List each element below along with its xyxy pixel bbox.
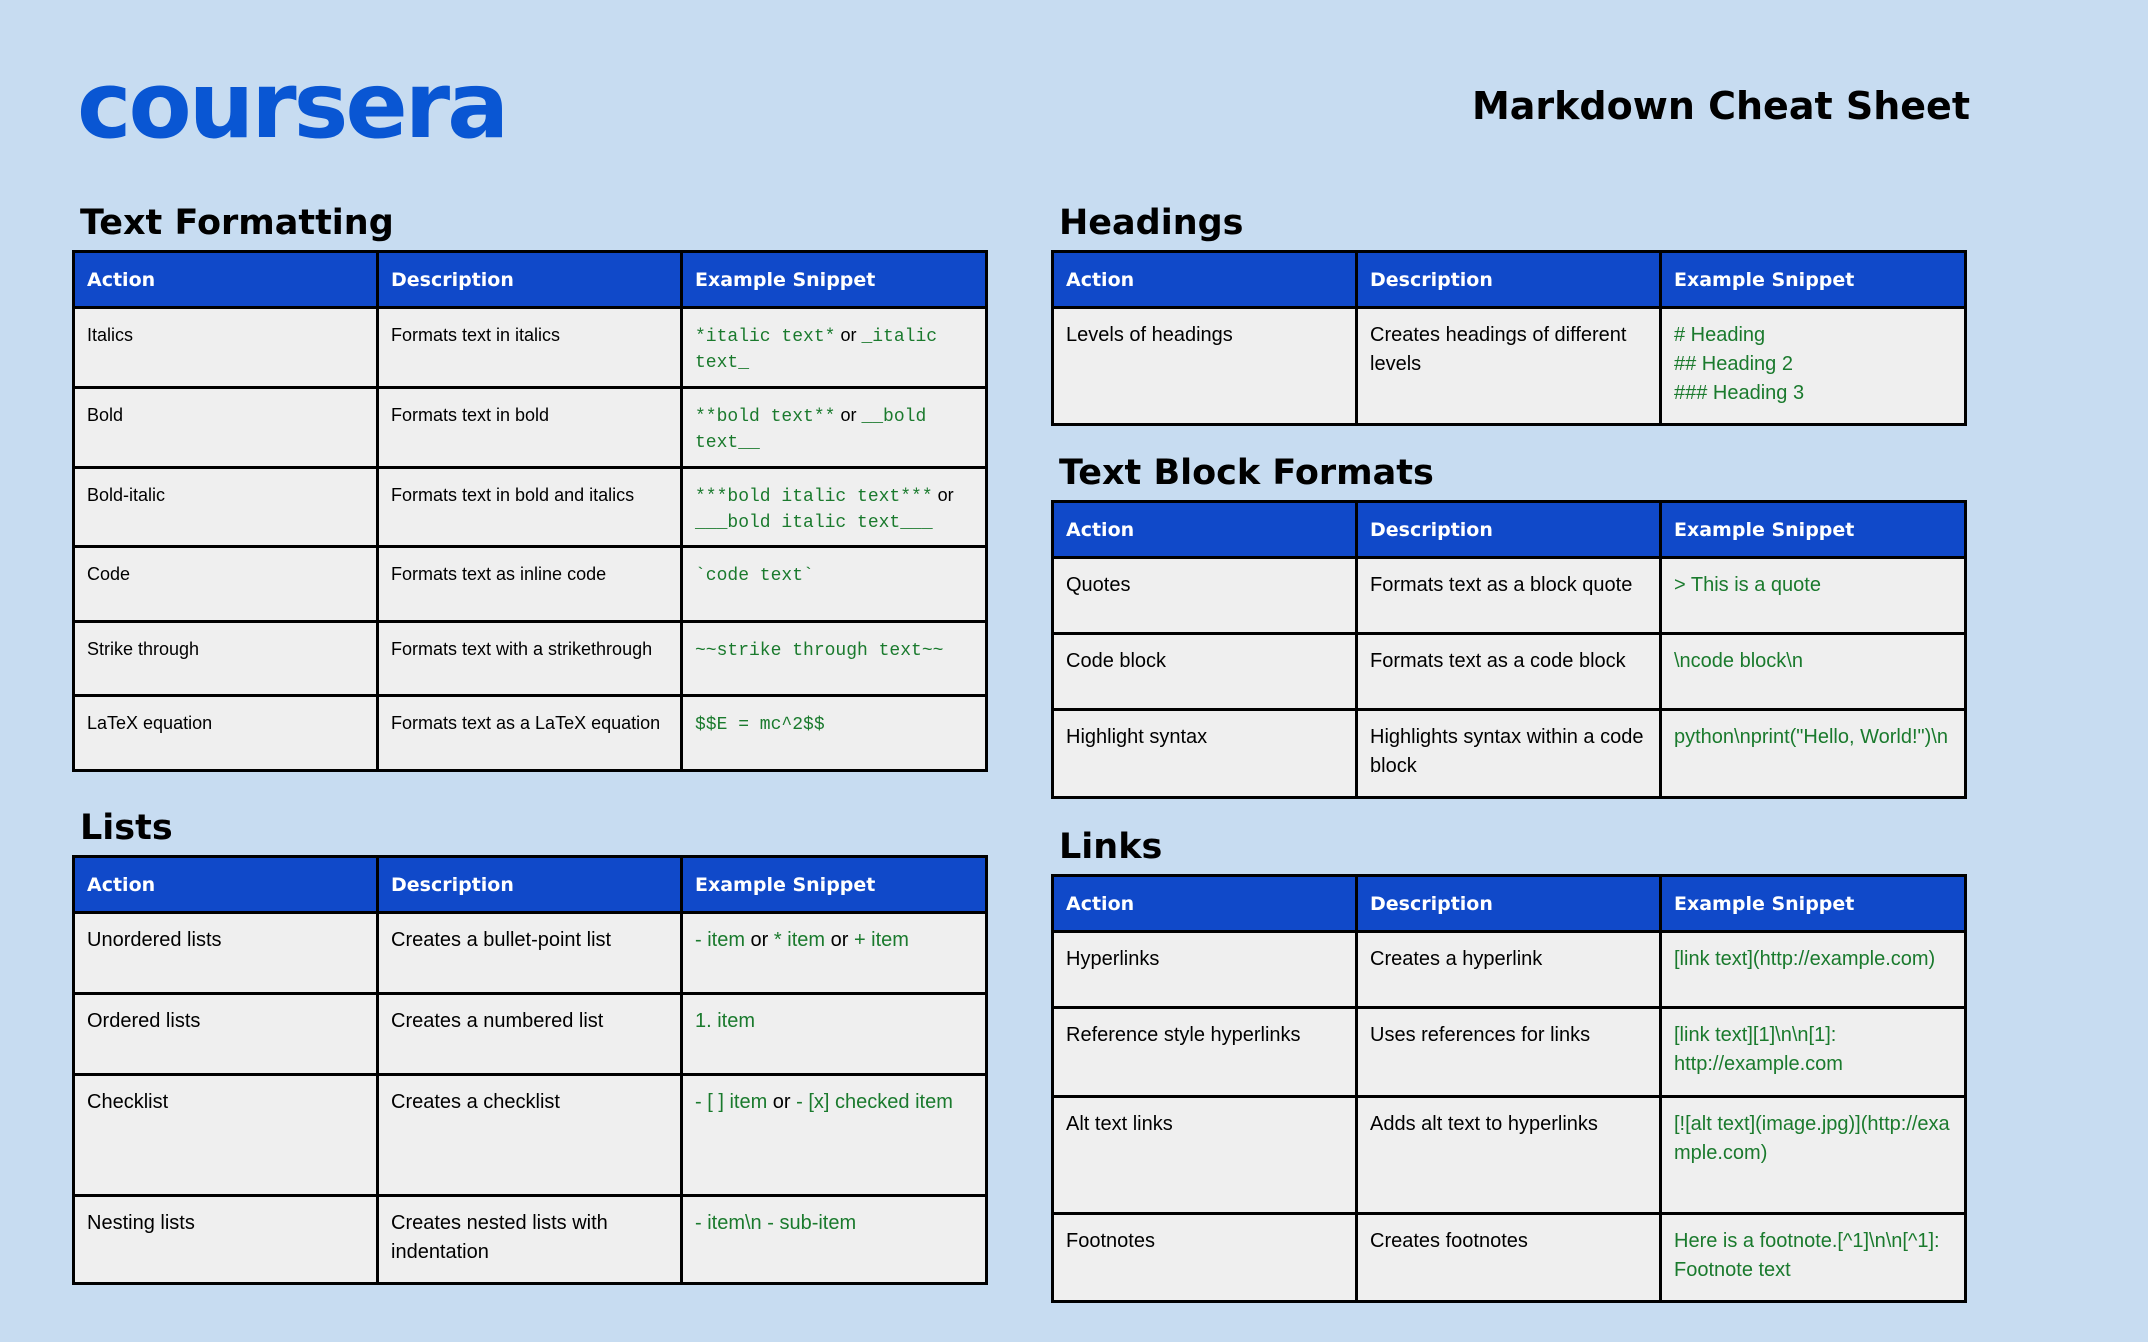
text-block-formats-section (1051, 446, 1964, 799)
snippet-cell (682, 913, 987, 994)
text-formatting-table (72, 250, 988, 772)
table-row (74, 696, 987, 771)
snippet-code: - item (695, 929, 745, 951)
snippet-code: Here is a footnote.[^1]\n\n[^1]: Footnote text (1674, 1230, 1940, 1281)
table-row (74, 308, 987, 388)
description-cell: Creates footnotes (1357, 1214, 1661, 1302)
snippet-code: 1. item (695, 1010, 756, 1032)
snippet-or: or (745, 929, 774, 951)
header-description: Description (378, 857, 682, 913)
action-cell: Bold-italic (74, 468, 378, 547)
description-cell: Creates a checklist (378, 1075, 682, 1196)
action-cell: Italics (74, 308, 378, 388)
snippet-cell (682, 622, 987, 696)
snippet-code: python\nprint("Hello, World!")\n (1674, 726, 1948, 748)
table-row (74, 994, 987, 1075)
snippet-line: ## Heading 2 (1674, 353, 1793, 375)
header-snippet: Example Snippet (1661, 502, 1966, 558)
header-description: Description (1357, 502, 1661, 558)
description-cell: Formats text as a block quote (1357, 558, 1661, 634)
snippet-cell (1661, 1097, 1966, 1214)
description-cell: Uses references for links (1357, 1008, 1661, 1097)
table-row (74, 1196, 987, 1284)
links-table (1051, 874, 1967, 1303)
snippet-code: [link text][1]\n\n[1]: http://example.com (1674, 1024, 1843, 1075)
action-cell: LaTeX equation (74, 696, 378, 771)
action-cell: Reference style hyperlinks (1053, 1008, 1357, 1097)
section-title: Headings (1059, 203, 1244, 243)
snippet-code: \ncode block\n (1674, 650, 1803, 672)
description-cell: Highlights syntax within a code block (1357, 710, 1661, 798)
table-row (74, 547, 987, 622)
action-cell: Highlight syntax (1053, 710, 1357, 798)
action-cell: Unordered lists (74, 913, 378, 994)
text-block-formats-table (1051, 500, 1967, 799)
header-description: Description (1357, 876, 1661, 932)
lists-table (72, 855, 988, 1285)
header-snippet: Example Snippet (1661, 876, 1966, 932)
links-section (1051, 820, 1964, 1303)
action-cell: Strike through (74, 622, 378, 696)
snippet-code: [![alt text](image.jpg)](http://example.com) (1674, 1113, 1950, 1164)
header-snippet: Example Snippet (682, 857, 987, 913)
snippet-cell (1661, 558, 1966, 634)
snippet-cell (682, 468, 987, 547)
snippet-code: `code text` (695, 566, 814, 586)
snippet-code: $$E = mc^2$$ (695, 715, 825, 735)
snippet-code: __bold text__ (695, 407, 927, 453)
action-cell: Footnotes (1053, 1214, 1357, 1302)
snippet-code: - [x] checked item (796, 1091, 953, 1113)
header-action: Action (1053, 876, 1357, 932)
table-row (1053, 308, 1966, 425)
snippet-line: ### Heading 3 (1674, 382, 1805, 404)
snippet-code: _italic text_ (695, 327, 938, 373)
section-title: Text Formatting (80, 203, 394, 243)
snippet-code: > This is a quote (1674, 574, 1821, 596)
snippet-cell (1661, 308, 1966, 425)
table-row (74, 1075, 987, 1196)
table-row (1053, 1097, 1966, 1214)
snippet-code: **bold text** (695, 407, 836, 427)
snippet-cell (682, 1196, 987, 1284)
snippet-code: ***bold italic text*** (695, 487, 933, 507)
snippet-cell (682, 696, 987, 771)
header-description: Description (1357, 252, 1661, 308)
snippet-or: or (835, 405, 862, 425)
table-row (1053, 1008, 1966, 1097)
header-action: Action (74, 857, 378, 913)
action-cell: Nesting lists (74, 1196, 378, 1284)
header-action: Action (1053, 252, 1357, 308)
section-title: Links (1059, 827, 1163, 867)
description-cell: Creates nested lists with indentation (378, 1196, 682, 1284)
snippet-or: or (835, 325, 862, 345)
snippet-code: - item\n - sub-item (695, 1212, 857, 1234)
snippet-cell (682, 547, 987, 622)
table-row (74, 388, 987, 468)
table-row (74, 913, 987, 994)
section-title: Lists (80, 808, 173, 848)
header-action: Action (74, 252, 378, 308)
action-cell: Checklist (74, 1075, 378, 1196)
headings-section (1051, 196, 1964, 426)
header-action: Action (1053, 502, 1357, 558)
snippet-or: or (767, 1091, 797, 1113)
snippet-cell (682, 994, 987, 1075)
snippet-cell (1661, 710, 1966, 798)
description-cell: Creates a numbered list (378, 994, 682, 1075)
description-cell: Formats text in bold and italics (378, 468, 682, 547)
action-cell: Levels of headings (1053, 308, 1357, 425)
page-title: Markdown Cheat Sheet (1471, 84, 1970, 128)
action-cell: Alt text links (1053, 1097, 1357, 1214)
snippet-code: *italic text* (695, 327, 836, 347)
snippet-cell (1661, 932, 1966, 1008)
snippet-code: + item (853, 929, 909, 951)
snippet-cell (682, 1075, 987, 1196)
description-cell: Formats text as inline code (378, 547, 682, 622)
snippet-or: or (932, 485, 954, 505)
snippet-or: or (825, 929, 854, 951)
table-row (74, 622, 987, 696)
description-cell: Formats text as a LaTeX equation (378, 696, 682, 771)
description-cell: Formats text in italics (378, 308, 682, 388)
action-cell: Code (74, 547, 378, 622)
action-cell: Ordered lists (74, 994, 378, 1075)
table-row (1053, 1214, 1966, 1302)
header-description: Description (378, 252, 682, 308)
snippet-code: * item (773, 929, 826, 951)
snippet-cell (682, 308, 987, 388)
description-cell: Creates a hyperlink (1357, 932, 1661, 1008)
section-title: Text Block Formats (1059, 453, 1434, 493)
header-snippet: Example Snippet (1661, 252, 1966, 308)
snippet-cell (1661, 1214, 1966, 1302)
snippet-cell (1661, 634, 1966, 710)
lists-section (72, 801, 985, 1285)
table-row (1053, 558, 1966, 634)
text-formatting-section (72, 196, 985, 772)
snippet-code: ~~strike through text~~ (695, 641, 944, 661)
action-cell: Bold (74, 388, 378, 468)
headings-table (1051, 250, 1967, 426)
header-snippet: Example Snippet (682, 252, 987, 308)
table-row (74, 468, 987, 547)
snippet-cell (1661, 1008, 1966, 1097)
table-row (1053, 710, 1966, 798)
description-cell: Creates headings of different levels (1357, 308, 1661, 425)
description-cell: Creates a bullet-point list (378, 913, 682, 994)
table-row (1053, 634, 1966, 710)
coursera-logo: coursera (77, 52, 507, 159)
snippet-code: ___bold italic text___ (695, 513, 933, 533)
snippet-code: [link text](http://example.com) (1674, 948, 1936, 970)
action-cell: Quotes (1053, 558, 1357, 634)
snippet-cell (682, 388, 987, 468)
snippet-line: # Heading (1674, 324, 1766, 346)
description-cell: Formats text as a code block (1357, 634, 1661, 710)
description-cell: Formats text with a strikethrough (378, 622, 682, 696)
action-cell: Code block (1053, 634, 1357, 710)
snippet-code: - [ ] item (695, 1091, 768, 1113)
description-cell: Adds alt text to hyperlinks (1357, 1097, 1661, 1214)
table-row (1053, 932, 1966, 1008)
description-cell: Formats text in bold (378, 388, 682, 468)
action-cell: Hyperlinks (1053, 932, 1357, 1008)
